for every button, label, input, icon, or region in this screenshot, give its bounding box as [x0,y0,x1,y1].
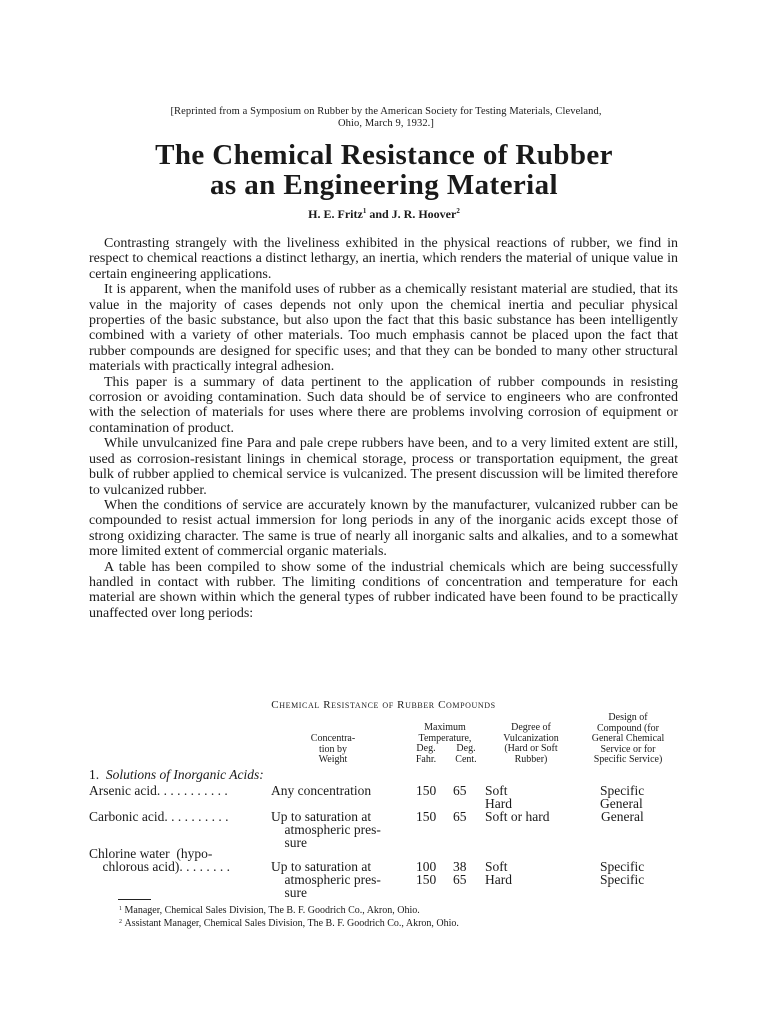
row-material: Carbonic acid. . . . . . . . . . [89,809,229,824]
author-2: J. R. Hoover [391,207,457,221]
paragraph: It is apparent, when the manifold uses of rubber as a chemically resistant material are studied, that its value in the majority of cases depends not only upon the chemical inertia and peculiar physical properties of the basic substance, but also upon the fact that this basic substance has been intelligently combined with a variety of other materials. Too much emphasis cannot be placed upon the fact that rubber compounds are designed for specific uses; and that they can be bonded to many other structural materials with practically integral adhesion. [89,282,678,375]
row-design: Specific Specific [600,859,645,887]
footnote-1-mark: 1 [119,906,122,912]
row-design: Specific General [600,783,645,811]
author-2-footnote-mark: 2 [456,207,460,215]
header-max-temperature: Maximum Temperature, [418,722,472,744]
row-concentration: Up to saturation at atmospheric pres- sure [271,859,381,900]
paragraph: While unvulcanized fine Para and pale crepe rubbers have been, and to a very limited extent are still, used as corrosion-resistant linings in chemical storage, process or transportation equipment, the great bulk of rubber applied to chemical service is vulcanized. The present discussion will be limited therefore to vulcanized rubber. [89,436,678,498]
row-deg-fahr: 150 [416,783,437,798]
paragraph: A table has been compiled to show some of the industrial chemicals which are being successfully handled in contact with rubber. The limiting conditions of concentration and temperature for each material are shown within which the general types of rubber indicated have been found to be practically unaffected over long periods: [89,559,678,621]
table-section-heading [89,767,264,782]
row-concentration: Up to saturation at atmospheric pres- sure [271,809,381,850]
paragraph: Contrasting strangely with the liveliness exhibited in the physical reactions of rubber, we find in respect to chemical reactions a distinct lethargy, an inertia, which renders the material of unique value in certain engineering applications. [89,236,678,282]
section-label: Solutions of Inorganic Acids: [105,767,264,782]
footnote-2-text: Assistant Manager, Chemical Sales Division, The B. F. Goodrich Co., Akron, Ohio. [124,918,459,929]
row-material: Arsenic acid. . . . . . . . . . . [89,783,228,798]
header-concentration: Concentra- tion by Weight [310,733,356,765]
row-design: General [601,809,644,824]
footnote-2-mark: 2 [119,919,122,925]
header-deg-cent: Deg. Cent. [455,743,477,765]
footnote-2 [119,918,459,930]
row-vulcanization: Soft or hard [485,809,550,824]
header-deg-fahr: Deg. Fahr. [415,743,437,765]
paragraph: When the conditions of service are accurately known by the manufacturer, vulcanized rubber can be compounded to resist actual immersion for long periods in any of the inorganic acids except those of strong oxidizing character. The same is true of nearly all inorganic salts and alkalies, and to a somewhat more limited extent of commercial organic materials. [89,497,678,560]
body-text [89,236,678,621]
row-vulcanization: Soft Hard [485,783,512,811]
reprint-notice [84,106,688,130]
row-vulcanization: Soft Hard [485,859,512,887]
footnote-1 [119,905,420,917]
footnote-rule [118,899,151,900]
reprint-line-1: [Reprinted from a Symposium on Rubber by the American Society for Testing Materials, Cleveland, [170,106,602,117]
reprint-line-2: Ohio, March 9, 1932.] [338,118,434,129]
row-deg-cent: 65 [453,809,467,824]
row-deg-fahr: 100 150 [416,859,437,887]
table-title: Chemical Resistance of Rubber Compounds [271,699,496,711]
section-number: 1. [89,767,100,782]
row-concentration: Any concentration [271,783,372,798]
row-material: Chlorine water (hypo- chlorous acid). . . . . . . . [89,846,230,874]
author-1: H. E. Fritz [308,207,363,221]
footnote-1-text: Manager, Chemical Sales Division, The B. F. Goodrich Co., Akron, Ohio. [124,905,420,916]
author-joiner: and [366,207,392,221]
paper-title [60,140,708,200]
author-1-footnote-mark: 1 [362,207,367,215]
title-line-2: as an Engineering Material [210,169,558,201]
row-deg-cent: 65 [453,783,467,798]
paragraph: This paper is a summary of data pertinent to the application of rubber compounds in resisting corrosion or avoiding contamination. Such data should be of service to engineers who are confronted with the selection of materials for uses where there are problems involving corrosion of equipment or contamination of product. [89,374,678,436]
header-design: Design of Compound (for General Chemical Service or for Specific Service) [591,712,665,765]
row-deg-cent: 38 65 [453,859,467,887]
author-line [84,206,684,222]
title-line-1: The Chemical Resistance of Rubber [155,139,613,171]
header-vulcanization: Degree of Vulcanization (Hard or Soft Rubber) [503,722,559,765]
row-deg-fahr: 150 [416,809,437,824]
